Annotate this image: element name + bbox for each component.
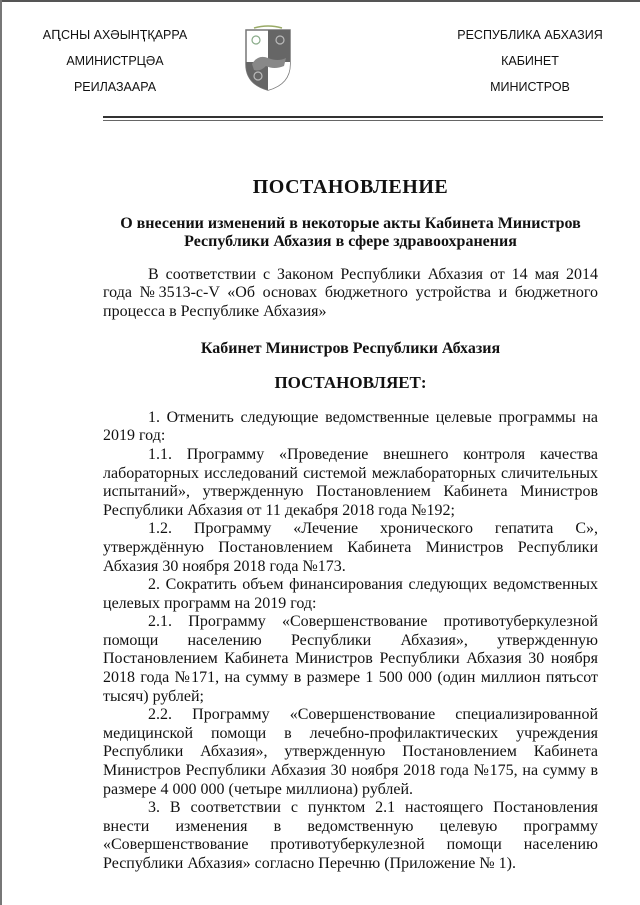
subtitle-line: Республики Абхазия в сфере здравоохранения bbox=[184, 233, 517, 251]
paragraph-3: 3. В соответствии с пунктом 2.1 настоящего Постановления внести изменения в ведомственную целевую программу «Совершенствование противотуберкулезной помощи населению Республики Абхазия» согласно Перечню (Приложение № 1). bbox=[103, 799, 598, 872]
header-left-line: РЕИЛАЗААРА bbox=[73, 80, 157, 94]
issuer: Кабинет Министров Республики Абхазия bbox=[200, 339, 501, 357]
subtitle-line: О внесении изменений в некоторые акты Кабинета Министров bbox=[120, 214, 581, 232]
header-right-line: КАБИНЕТ bbox=[501, 54, 559, 68]
paragraph-2: 2. Сократить объем финансирования следующих ведомственных целевых программ на 2019 год: bbox=[103, 576, 598, 612]
header-left-line: АԤСНЫ АХӘЫНҬҚАРРА bbox=[42, 28, 188, 42]
preamble: В соответствии с Законом Республики Абхазия от 14 мая 2014 года №3513-с-V «Об основах бюджетного устройства и бюджетного процесса в Республике Абхазия» bbox=[103, 265, 598, 320]
paragraph-1-1: 1.1. Программу «Проведение внешнего контроля качества лабораторных исследований системой межлабораторных сличительных испытаний», утвержденную Постановлением Кабинета Министров Республики Абхазия от 11 декабря 2018 года №192; bbox=[103, 445, 598, 519]
header-divider-thin bbox=[103, 120, 603, 121]
paragraph-2-1: 2.1. Программу «Совершенствование противотуберкулезной помощи населению Республики Абхазия», утвержденную Постановлением Кабинета Министров Республики Абхазия 30 ноября 2018 года №171, на сумму в размере 1 500 000 (один миллион пятьсот тысяч) рублей; bbox=[103, 613, 598, 705]
scan-edge-top bbox=[0, 0, 640, 2]
header-russian bbox=[450, 22, 610, 100]
document-body bbox=[103, 178, 598, 874]
document-title: ПОСТАНОВЛЕНИЕ bbox=[252, 176, 449, 198]
header-left-line: АМИНИСТРЦӘА bbox=[66, 54, 164, 68]
paragraph-2-2: 2.2. Программу «Совершенствование специализированной медицинской помощи в лечебно-профилактических учреждения Республики Абхазия», утвержденную Постановлением Кабинета Министров Республики Абхазия 30 ноября 2018 года №175, на сумму в размере 4 000 000 (четыре миллиона) рублей. bbox=[103, 706, 598, 798]
document-subtitle bbox=[103, 215, 598, 252]
header-right-line: РЕСПУБЛИКА АБХАЗИЯ bbox=[457, 28, 603, 42]
resolves-heading: ПОСТАНОВЛЯЕТ: bbox=[274, 373, 427, 393]
header-right-line: МИНИСТРОВ bbox=[490, 80, 570, 94]
header-divider bbox=[103, 116, 603, 118]
scan-edge-left bbox=[0, 0, 2, 905]
paragraph-1-2: 1.2. Программу «Лечение хронического гепатита С», утверждённую Постановлением Кабинета Министров Республики Абхазия 30 ноября 2018 года №173. bbox=[103, 520, 598, 575]
header-abkhaz bbox=[40, 22, 190, 100]
paragraph-1: 1. Отменить следующие ведомственные целевые программы на 2019 год: bbox=[103, 408, 598, 445]
coat-of-arms-emblem bbox=[244, 24, 292, 92]
